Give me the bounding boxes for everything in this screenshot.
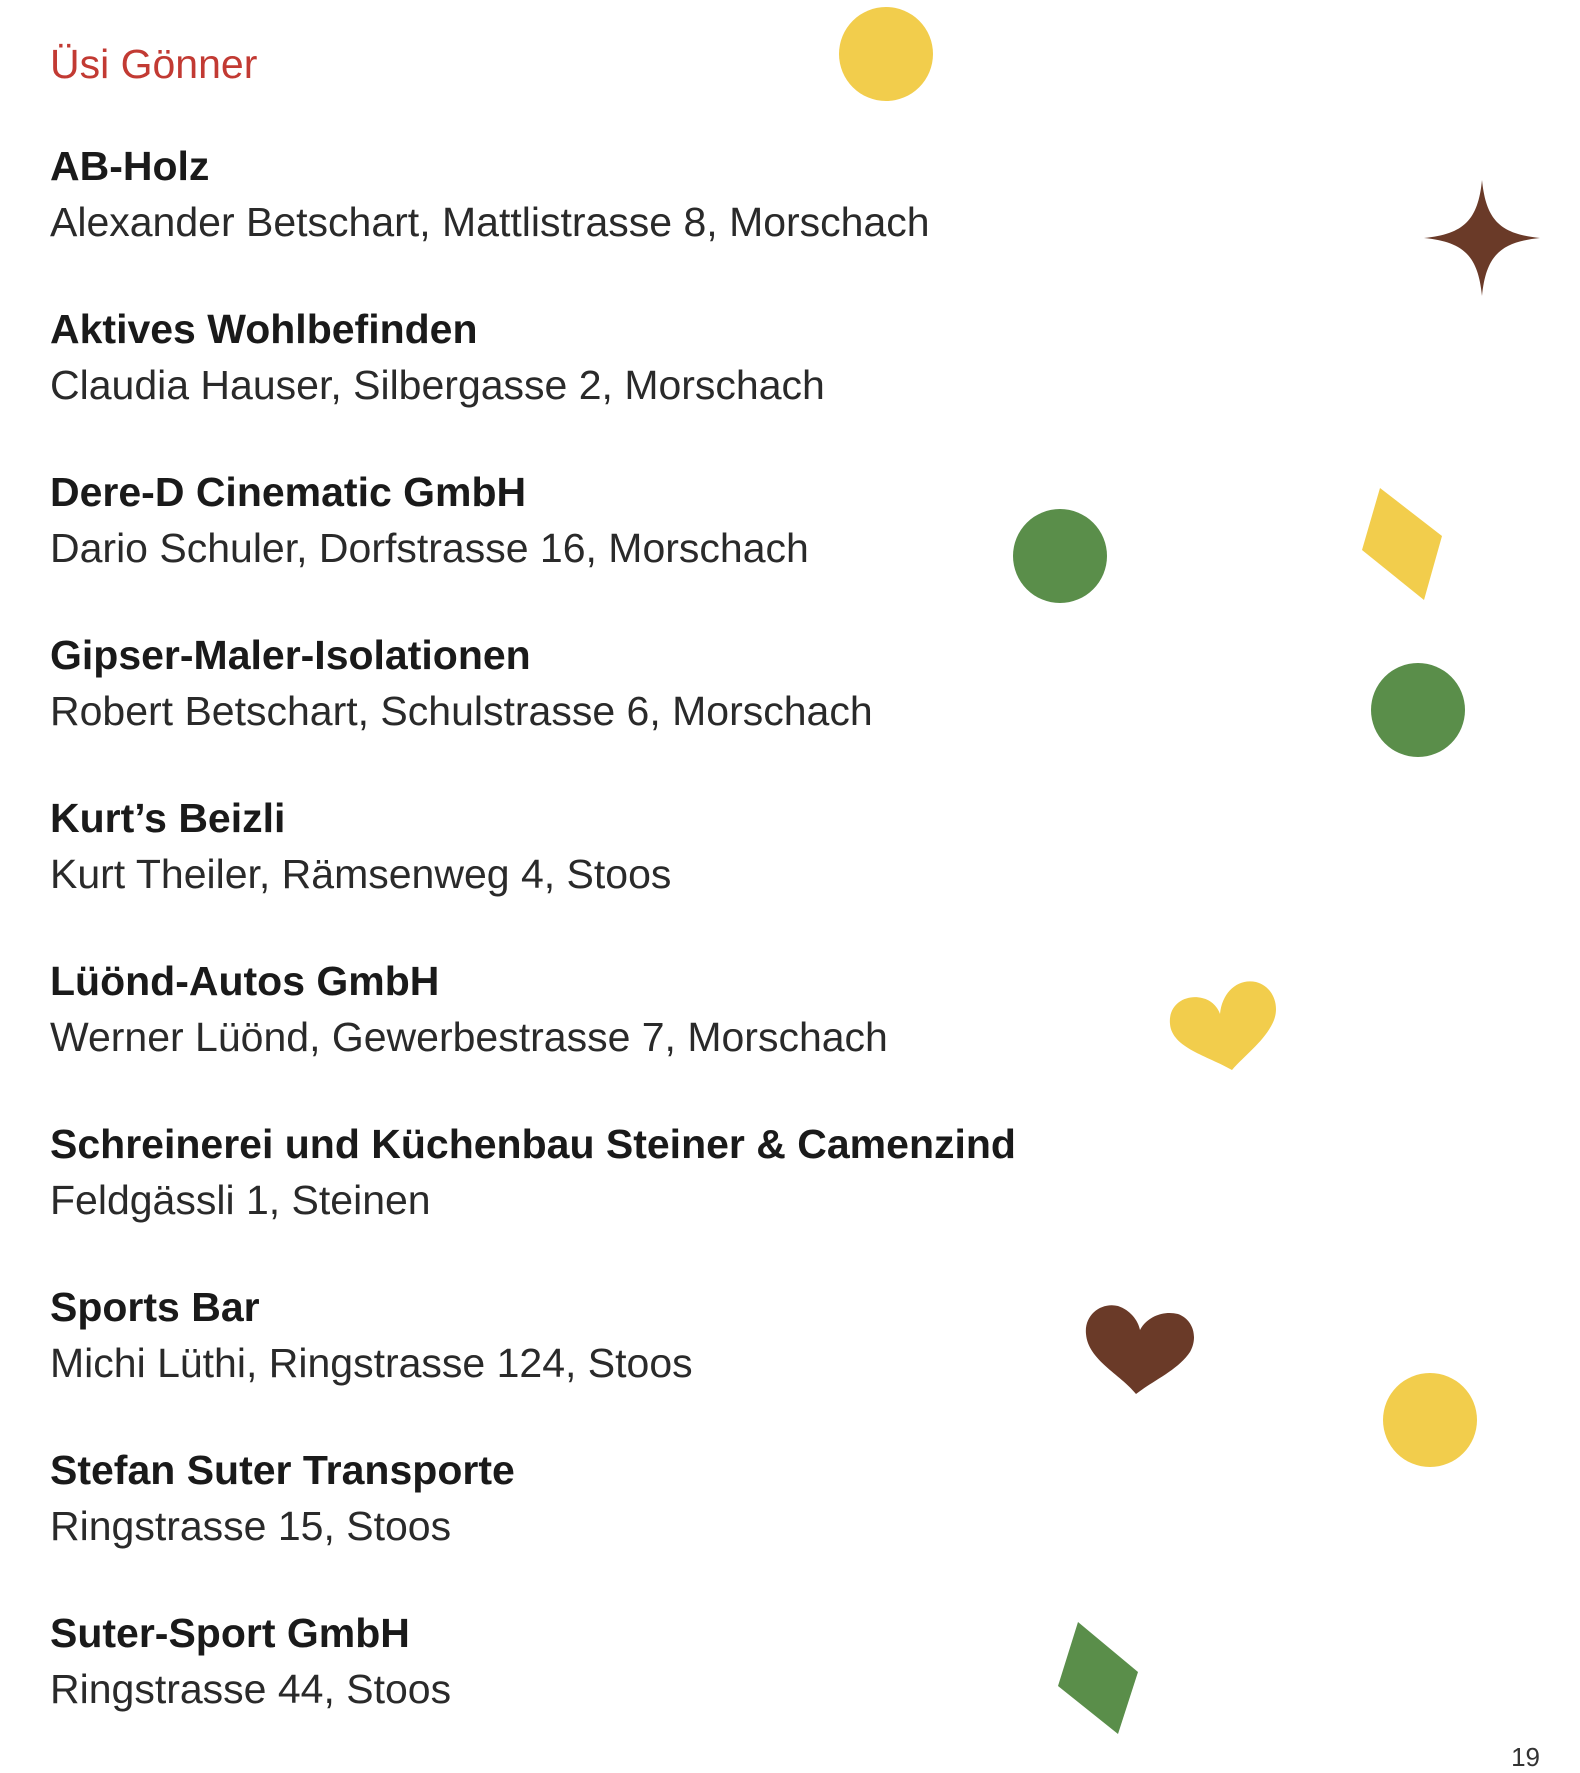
page-number: 19 bbox=[1511, 1742, 1540, 1772]
list-item bbox=[50, 1116, 1016, 1279]
sponsor-name: Suter-Sport GmbH bbox=[50, 1610, 410, 1656]
sponsor-name: Aktives Wohlbefinden bbox=[50, 306, 478, 352]
list-item bbox=[50, 464, 1016, 627]
heart-icon bbox=[1168, 978, 1280, 1072]
sponsor-list bbox=[50, 138, 1016, 1768]
diamond-icon bbox=[1360, 486, 1444, 602]
circle-icon bbox=[1382, 1372, 1478, 1468]
list-item bbox=[50, 953, 1016, 1116]
sponsor-address: Dario Schuler, Dorfstrasse 16, Morschach bbox=[50, 525, 809, 571]
circle-icon bbox=[1012, 508, 1108, 604]
circle-icon bbox=[838, 6, 934, 102]
sponsor-name: Sports Bar bbox=[50, 1284, 260, 1330]
sponsor-name: Stefan Suter Transporte bbox=[50, 1447, 515, 1493]
sponsor-name: Lüönd-Autos GmbH bbox=[50, 958, 440, 1004]
heart-icon bbox=[1084, 1300, 1196, 1396]
sponsor-address: Claudia Hauser, Silbergasse 2, Morschach bbox=[50, 362, 825, 408]
sponsor-address: Kurt Theiler, Rämsenweg 4, Stoos bbox=[50, 851, 672, 897]
star-icon bbox=[1424, 180, 1540, 296]
list-item bbox=[50, 1442, 1016, 1605]
sponsor-name: AB-Holz bbox=[50, 143, 210, 189]
list-item bbox=[50, 1279, 1016, 1442]
sponsor-address: Michi Lüthi, Ringstrasse 124, Stoos bbox=[50, 1340, 693, 1386]
circle-icon bbox=[1370, 662, 1466, 758]
sponsor-name: Dere-D Cinematic GmbH bbox=[50, 469, 527, 515]
list-item bbox=[50, 627, 1016, 790]
sponsor-address: Ringstrasse 44, Stoos bbox=[50, 1666, 452, 1712]
sponsor-name: Kurt’s Beizli bbox=[50, 795, 286, 841]
diamond-icon bbox=[1056, 1620, 1140, 1736]
sponsor-address: Robert Betschart, Schulstrasse 6, Morschach bbox=[50, 688, 873, 734]
sponsor-name: Gipser-Maler-Isolationen bbox=[50, 632, 531, 678]
list-item bbox=[50, 138, 1016, 301]
page-title: Üsi Gönner bbox=[50, 41, 258, 87]
sponsor-address: Alexander Betschart, Mattlistrasse 8, Morschach bbox=[50, 199, 930, 245]
sponsor-address: Feldgässli 1, Steinen bbox=[50, 1177, 431, 1223]
list-item bbox=[50, 1605, 1016, 1768]
list-item bbox=[50, 790, 1016, 953]
list-item bbox=[50, 301, 1016, 464]
sponsor-address: Ringstrasse 15, Stoos bbox=[50, 1503, 452, 1549]
sponsor-address: Werner Lüönd, Gewerbestrasse 7, Morschach bbox=[50, 1014, 888, 1060]
sponsor-name: Schreinerei und Küchenbau Steiner & Camenzind bbox=[50, 1121, 1016, 1167]
